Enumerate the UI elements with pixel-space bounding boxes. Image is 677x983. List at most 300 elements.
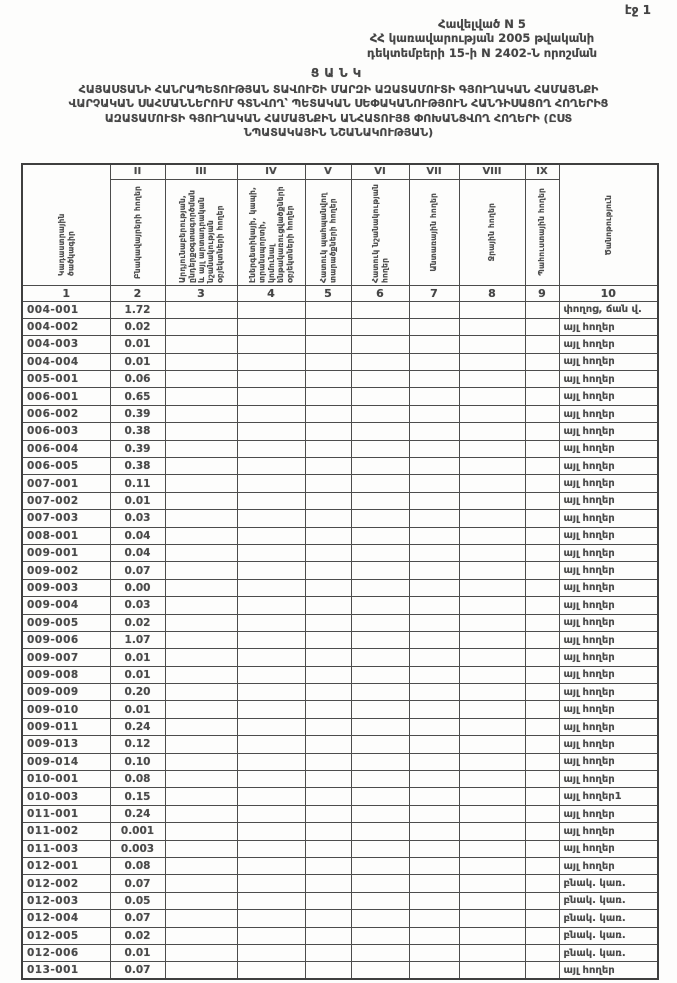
table-row (22, 318, 658, 335)
table-row (22, 492, 658, 509)
note-cell: այլ հողեր (559, 510, 658, 527)
empty-cell (351, 875, 409, 892)
empty-cell (525, 405, 559, 422)
table-row (22, 597, 658, 614)
col-header-settlement-lands (110, 179, 165, 285)
empty-cell (237, 388, 305, 405)
empty-cell (351, 492, 409, 509)
empty-cell (165, 579, 237, 596)
settlement-land-value-cell: 0.01 (110, 336, 165, 353)
appendix-line: Հավելված N 5 (438, 17, 526, 31)
settlement-land-value-cell: 0.00 (110, 579, 165, 596)
empty-cell (165, 301, 237, 318)
cadastral-code-cell: 006-001 (22, 388, 110, 405)
empty-cell (351, 944, 409, 961)
roman-numeral: VI (351, 164, 409, 179)
empty-cell (237, 718, 305, 735)
empty-cell (459, 631, 525, 648)
empty-cell (351, 562, 409, 579)
empty-cell (525, 388, 559, 405)
empty-cell (305, 649, 351, 666)
empty-cell (525, 944, 559, 961)
empty-cell (459, 388, 525, 405)
empty-cell (165, 944, 237, 961)
empty-cell (165, 562, 237, 579)
empty-cell (409, 858, 459, 875)
note-cell: այլ հողեր (559, 527, 658, 544)
cadastral-code-cell: 005-001 (22, 371, 110, 388)
note-cell: բնակ. կառ. (559, 910, 658, 927)
empty-cell (165, 371, 237, 388)
note-cell: փողոց, ճան վ. (559, 301, 658, 318)
settlement-land-value-cell: 0.07 (110, 962, 165, 979)
column-number: 2 (110, 285, 165, 301)
empty-cell (459, 318, 525, 335)
empty-cell (305, 388, 351, 405)
empty-cell (525, 753, 559, 770)
empty-cell (305, 527, 351, 544)
empty-cell (525, 597, 559, 614)
settlement-land-value-cell: 0.08 (110, 858, 165, 875)
empty-cell (237, 858, 305, 875)
empty-cell (525, 458, 559, 475)
empty-cell (305, 840, 351, 857)
settlement-land-value-cell: 0.20 (110, 684, 165, 701)
empty-cell (409, 684, 459, 701)
empty-cell (409, 475, 459, 492)
settlement-land-value-cell: 0.15 (110, 788, 165, 805)
empty-cell (409, 892, 459, 909)
settlement-land-value-cell: 0.02 (110, 614, 165, 631)
column-number: 1 (22, 285, 110, 301)
note-cell: այլ հողեր (559, 631, 658, 648)
cadastral-code-cell: 004-004 (22, 353, 110, 370)
settlement-land-value-cell: 0.12 (110, 736, 165, 753)
empty-cell (165, 701, 237, 718)
settlement-land-value-cell: 0.24 (110, 805, 165, 822)
empty-cell (165, 336, 237, 353)
cadastral-code-cell: 012-001 (22, 858, 110, 875)
empty-cell (525, 858, 559, 875)
empty-cell (351, 353, 409, 370)
empty-cell (459, 597, 525, 614)
empty-cell (525, 353, 559, 370)
table-row (22, 371, 658, 388)
column-number: 7 (409, 285, 459, 301)
empty-cell (165, 927, 237, 944)
empty-cell (409, 458, 459, 475)
empty-cell (525, 649, 559, 666)
empty-cell (165, 771, 237, 788)
empty-cell (351, 701, 409, 718)
empty-cell (165, 666, 237, 683)
empty-cell (305, 718, 351, 735)
empty-cell (351, 718, 409, 735)
settlement-land-value-cell: 0.11 (110, 475, 165, 492)
empty-cell (459, 371, 525, 388)
cadastral-code-cell: 004-002 (22, 318, 110, 335)
table-body (22, 301, 658, 979)
empty-cell (409, 353, 459, 370)
empty-cell (351, 962, 409, 979)
column-number-row (22, 285, 658, 301)
empty-cell (525, 788, 559, 805)
empty-cell (165, 510, 237, 527)
roman-numeral: VII (409, 164, 459, 179)
empty-cell (409, 423, 459, 440)
empty-cell (237, 301, 305, 318)
note-cell: այլ հողեր (559, 405, 658, 422)
roman-numeral: II (110, 164, 165, 179)
col-header-industrial-lands-label: Արդյունաբերության, ընդերքօգտագործման և այլ արտադրական նշանակության օբյեկտների հողեր (177, 189, 225, 283)
empty-cell (409, 875, 459, 892)
empty-cell (459, 805, 525, 822)
empty-cell (409, 405, 459, 422)
empty-cell (351, 544, 409, 561)
empty-cell (351, 510, 409, 527)
empty-cell (525, 440, 559, 457)
empty-cell (351, 771, 409, 788)
empty-cell (305, 371, 351, 388)
cadastral-code-cell: 011-003 (22, 840, 110, 857)
note-cell: այլ հողեր (559, 666, 658, 683)
empty-cell (459, 736, 525, 753)
empty-cell (237, 562, 305, 579)
note-cell: այլ հողեր (559, 597, 658, 614)
settlement-land-value-cell: 0.01 (110, 492, 165, 509)
note-cell: այլ հողեր (559, 562, 658, 579)
empty-cell (409, 962, 459, 979)
empty-cell (165, 649, 237, 666)
empty-cell (237, 475, 305, 492)
settlement-land-value-cell: 0.08 (110, 771, 165, 788)
table-row (22, 475, 658, 492)
empty-cell (459, 910, 525, 927)
cadastral-code-cell: 004-003 (22, 336, 110, 353)
note-cell: այլ հողեր (559, 440, 658, 457)
table-row (22, 718, 658, 735)
empty-cell (409, 840, 459, 857)
note-cell: այլ հողեր (559, 388, 658, 405)
roman-numeral: V (305, 164, 351, 179)
note-cell: այլ հողեր (559, 475, 658, 492)
table-row (22, 562, 658, 579)
table-row (22, 510, 658, 527)
cadastral-code-cell: 009-005 (22, 614, 110, 631)
note-cell: բնակ. կառ. (559, 875, 658, 892)
cadastral-code-cell: 012-006 (22, 944, 110, 961)
empty-cell (459, 823, 525, 840)
empty-cell (165, 631, 237, 648)
empty-cell (459, 927, 525, 944)
empty-cell (305, 771, 351, 788)
col-header-industrial-lands (165, 179, 237, 285)
empty-cell (305, 684, 351, 701)
empty-cell (237, 962, 305, 979)
cadastral-code-cell: 009-006 (22, 631, 110, 648)
empty-cell (525, 840, 559, 857)
empty-cell (165, 544, 237, 561)
empty-cell (237, 527, 305, 544)
col-header-forest-lands-label: Անտառային հողեր (429, 192, 439, 272)
empty-cell (165, 805, 237, 822)
empty-cell (351, 371, 409, 388)
empty-cell (525, 771, 559, 788)
empty-cell (305, 805, 351, 822)
col-header-cadastral-code (22, 164, 110, 285)
empty-cell (237, 336, 305, 353)
note-cell: բնակ. կառ. (559, 944, 658, 961)
empty-cell (459, 492, 525, 509)
empty-cell (351, 823, 409, 840)
roman-numeral: III (165, 164, 237, 179)
cadastral-code-cell: 010-003 (22, 788, 110, 805)
empty-cell (409, 771, 459, 788)
note-cell: այլ հողեր (559, 614, 658, 631)
empty-cell (409, 910, 459, 927)
roman-numeral: IV (237, 164, 305, 179)
empty-cell (305, 927, 351, 944)
note-cell: այլ հողեր (559, 579, 658, 596)
empty-cell (525, 875, 559, 892)
empty-cell (305, 318, 351, 335)
table-row (22, 892, 658, 909)
empty-cell (525, 527, 559, 544)
settlement-land-value-cell: 0.39 (110, 405, 165, 422)
note-cell: բնակ. կառ. (559, 927, 658, 944)
cadastral-code-cell: 012-002 (22, 875, 110, 892)
empty-cell (305, 510, 351, 527)
table-row (22, 771, 658, 788)
empty-cell (237, 510, 305, 527)
empty-cell (305, 336, 351, 353)
empty-cell (459, 701, 525, 718)
empty-cell (409, 579, 459, 596)
empty-cell (237, 597, 305, 614)
empty-cell (459, 858, 525, 875)
empty-cell (351, 892, 409, 909)
empty-cell (351, 666, 409, 683)
empty-cell (351, 475, 409, 492)
empty-cell (459, 875, 525, 892)
empty-cell (165, 753, 237, 770)
note-cell: բնակ. կառ. (559, 892, 658, 909)
empty-cell (525, 318, 559, 335)
empty-cell (237, 684, 305, 701)
settlement-land-value-cell: 0.07 (110, 910, 165, 927)
empty-cell (237, 440, 305, 457)
cadastral-code-cell: 004-001 (22, 301, 110, 318)
page-number: էջ 1 (624, 3, 651, 17)
table-row (22, 805, 658, 822)
empty-cell (409, 823, 459, 840)
empty-cell (237, 875, 305, 892)
col-header-energy-transport-lands (237, 179, 305, 285)
empty-cell (165, 718, 237, 735)
settlement-land-value-cell: 0.02 (110, 927, 165, 944)
settlement-land-value-cell: 0.001 (110, 823, 165, 840)
empty-cell (305, 962, 351, 979)
empty-cell (351, 405, 409, 422)
col-header-water-lands-label: Ջրային հողեր (487, 202, 497, 262)
col-header-protected-areas-lands (305, 179, 351, 285)
empty-cell (525, 701, 559, 718)
empty-cell (305, 579, 351, 596)
col-header-note-label: Ծանոթություն (603, 194, 613, 255)
empty-cell (165, 875, 237, 892)
empty-cell (237, 771, 305, 788)
empty-cell (459, 336, 525, 353)
empty-cell (459, 544, 525, 561)
note-cell: այլ հողեր (559, 718, 658, 735)
empty-cell (525, 684, 559, 701)
empty-cell (305, 475, 351, 492)
settlement-land-value-cell: 0.05 (110, 892, 165, 909)
column-number: 10 (559, 285, 658, 301)
empty-cell (525, 336, 559, 353)
column-number: 3 (165, 285, 237, 301)
empty-cell (459, 458, 525, 475)
empty-cell (165, 788, 237, 805)
empty-cell (525, 666, 559, 683)
appendix-line: ՀՀ կառավարության 2005 թվականի (369, 31, 595, 46)
col-header-cadastral-code-label: Կադաստրային ծածկագիր (56, 213, 76, 276)
empty-cell (525, 631, 559, 648)
empty-cell (165, 910, 237, 927)
empty-cell (409, 527, 459, 544)
table-row (22, 753, 658, 770)
empty-cell (459, 301, 525, 318)
empty-cell (525, 475, 559, 492)
empty-cell (305, 823, 351, 840)
empty-cell (237, 318, 305, 335)
empty-cell (351, 858, 409, 875)
empty-cell (237, 753, 305, 770)
note-cell: այլ հողեր (559, 492, 658, 509)
col-header-reserve-lands (525, 179, 559, 285)
column-number: 8 (459, 285, 525, 301)
empty-cell (237, 944, 305, 961)
empty-cell (409, 492, 459, 509)
empty-cell (409, 944, 459, 961)
note-cell: այլ հողեր (559, 736, 658, 753)
table-row (22, 579, 658, 596)
empty-cell (237, 353, 305, 370)
empty-cell (525, 510, 559, 527)
table-row (22, 962, 658, 979)
empty-cell (525, 927, 559, 944)
table-row (22, 666, 658, 683)
empty-cell (237, 927, 305, 944)
cadastral-code-cell: 007-002 (22, 492, 110, 509)
empty-cell (525, 892, 559, 909)
empty-cell (459, 771, 525, 788)
note-cell: այլ հողեր (559, 962, 658, 979)
empty-cell (409, 666, 459, 683)
empty-cell (351, 753, 409, 770)
column-number: 6 (351, 285, 409, 301)
empty-cell (525, 579, 559, 596)
empty-cell (237, 701, 305, 718)
cadastral-code-cell: 012-005 (22, 927, 110, 944)
empty-cell (305, 562, 351, 579)
cadastral-code-cell: 007-001 (22, 475, 110, 492)
empty-cell (525, 492, 559, 509)
empty-cell (237, 458, 305, 475)
note-cell: այլ հողեր (559, 771, 658, 788)
empty-cell (525, 718, 559, 735)
empty-cell (305, 875, 351, 892)
empty-cell (351, 684, 409, 701)
note-cell: այլ հողեր (559, 805, 658, 822)
settlement-land-value-cell: 0.07 (110, 875, 165, 892)
column-number: 4 (237, 285, 305, 301)
empty-cell (351, 631, 409, 648)
empty-cell (351, 527, 409, 544)
empty-cell (237, 405, 305, 422)
empty-cell (525, 823, 559, 840)
empty-cell (525, 736, 559, 753)
empty-cell (409, 631, 459, 648)
empty-cell (409, 788, 459, 805)
empty-cell (409, 753, 459, 770)
land-transfer-table (21, 163, 659, 980)
table-row (22, 301, 658, 318)
empty-cell (237, 614, 305, 631)
empty-cell (305, 666, 351, 683)
empty-cell (525, 910, 559, 927)
empty-cell (305, 440, 351, 457)
table-row (22, 910, 658, 927)
empty-cell (305, 458, 351, 475)
note-cell: այլ հողեր1 (559, 788, 658, 805)
settlement-land-value-cell: 0.10 (110, 753, 165, 770)
empty-cell (165, 353, 237, 370)
empty-cell (459, 892, 525, 909)
table-row (22, 423, 658, 440)
table-row (22, 875, 658, 892)
empty-cell (237, 805, 305, 822)
col-header-special-purpose-lands-label: Հատուկ նշանակության հողեր (370, 183, 389, 283)
appendix-reference (317, 17, 647, 60)
empty-cell (351, 597, 409, 614)
cadastral-code-cell: 012-004 (22, 910, 110, 927)
table-row (22, 649, 658, 666)
empty-cell (351, 840, 409, 857)
note-cell: այլ հողեր (559, 318, 658, 335)
table-row (22, 544, 658, 561)
table-row (22, 858, 658, 875)
empty-cell (351, 788, 409, 805)
settlement-land-value-cell: 0.01 (110, 944, 165, 961)
empty-cell (305, 301, 351, 318)
settlement-land-value-cell: 0.38 (110, 458, 165, 475)
empty-cell (237, 788, 305, 805)
table-row (22, 336, 658, 353)
empty-cell (459, 562, 525, 579)
empty-cell (459, 753, 525, 770)
empty-cell (351, 336, 409, 353)
roman-numeral: IX (525, 164, 559, 179)
empty-cell (237, 579, 305, 596)
settlement-land-value-cell: 0.39 (110, 440, 165, 457)
empty-cell (459, 405, 525, 422)
cadastral-code-cell: 009-003 (22, 579, 110, 596)
table-row (22, 701, 658, 718)
title-heading: ՑԱՆԿ (310, 66, 367, 80)
empty-cell (237, 544, 305, 561)
table-row (22, 788, 658, 805)
